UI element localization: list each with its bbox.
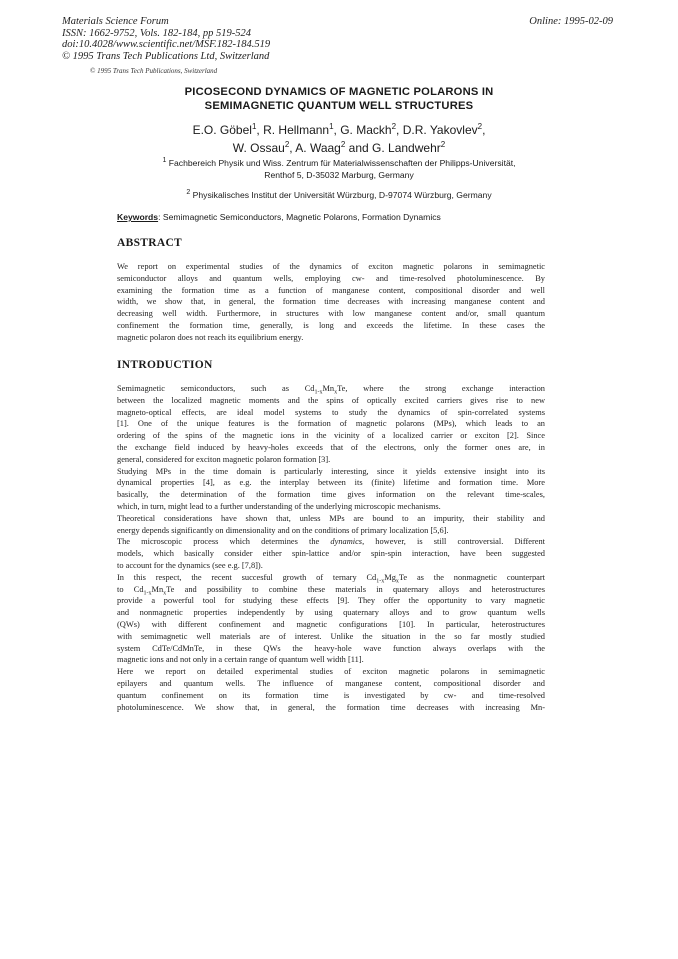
- author-list: [0, 121, 678, 157]
- author: W. Ossau: [232, 141, 285, 155]
- aff-mark: 2: [477, 122, 483, 131]
- intro-line: energy depends significantly on dimensionality and on the conditions of primary localization [5,6].: [117, 525, 449, 535]
- intro-line: to $Cd_{1-x}Mn_xTe$ and possibility to combine these materials in quaternary alloys and heterostructures: [117, 584, 545, 596]
- aff1-line-2: Renthof 5, D-35032 Marburg, Germany: [264, 169, 414, 180]
- aff-mark: 2: [284, 140, 290, 149]
- title-line-1: PICOSECOND DYNAMICS OF MAGNETIC POLARONS IN: [184, 86, 494, 98]
- keywords: [117, 212, 441, 222]
- author: G. Mackh: [340, 123, 392, 137]
- intro-line: In this respect, the recent succesful growth of ternary $Cd_{1-x}Mg_xTe$ as the nonmagnetic counterpart: [117, 572, 545, 584]
- abstract-line: magnetic polaron does not reach its equilibrium energy.: [117, 332, 304, 342]
- intro-line: (QWs) with different confinement and magnetic configurations [10]. In particular, heterostructures: [117, 619, 545, 629]
- author: R. Hellmann: [263, 123, 330, 137]
- aff-mark: 1: [251, 122, 257, 131]
- affiliation-1: [0, 158, 678, 181]
- keywords-label: Keywords: [117, 212, 159, 222]
- author: A. Waag: [295, 141, 341, 155]
- affiliation-2: [0, 190, 678, 202]
- aff1-line-1: Fachbereich Physik und Wiss. Zentrum für Materialwissenschaften der Philipps-Universität,: [168, 158, 516, 168]
- copyright-line: © 1995 Trans Tech Publications Ltd, Switzerland: [62, 50, 270, 62]
- intro-line: and nonmagnetic properties independently by using quaternary alloys and to grow quantum wells: [117, 608, 545, 618]
- introduction-heading: INTRODUCTION: [117, 359, 213, 371]
- aff-mark: 1: [329, 122, 334, 131]
- abstract-line: confinement the formation time, generally, is long and exceeds the lifetime. In these cases the: [117, 320, 545, 330]
- paper-title: [0, 86, 678, 113]
- author: D.R. Yakovlev: [402, 123, 478, 137]
- intro-line: magnetic ions and not only in a certain range of quantum well width [11].: [117, 655, 364, 665]
- aff-mark: 2: [186, 189, 191, 197]
- aff-mark: 1: [162, 157, 167, 165]
- journal-header: [62, 16, 422, 62]
- intro-line: to account for the dynamics (see e.g. [7,8]).: [117, 560, 263, 570]
- author-line-2: W. Ossau$^2$, A. Waag$^2$ and G. Landwehr$^2$: [232, 140, 446, 155]
- intro-line: epilayers and quantum wells. The influence of manganese content, compositional disorder and: [117, 678, 545, 688]
- intro-line: Semimagnetic semiconductors, such as $Cd_{1-x}Mn_xTe$, where the strong exchange interaction: [117, 384, 545, 395]
- intro-line: ordering of the spins of the magnetic ions in the vicinity of a localized carrier or exciton [2]. Since: [117, 431, 545, 441]
- intro-line: quantum confinement on its formation time is investigated by cw- and time-resolved: [117, 690, 545, 700]
- intro-line: which, in turn, might lead to a further understanding of the underlying microscopic mechanisms.: [117, 501, 441, 511]
- journal-name: Materials Science Forum: [62, 16, 169, 27]
- intro-line: magneto-optical effects, are ideal model systems to study the dynamics of spin-correlated systems: [117, 407, 545, 417]
- intro-line: between the localized magnetic moments and the spins of optically excited carriers gives rise to new: [117, 395, 545, 405]
- introduction-body: [117, 383, 545, 713]
- title-line-2: SEMIMAGNETIC QUANTUM WELL STRUCTURES: [204, 99, 474, 112]
- abstract-line: width, we show that, in general, the formation time decreases with increasing manganese content and: [117, 297, 545, 307]
- intro-line: dynamical properties [4], as e.g. the interplay between its (finite) lifetime and formation time. More: [117, 478, 545, 488]
- intro-line: system CdTe/CdMnTe, in these QWs the heavy-hole wave function always overlaps with the: [117, 643, 545, 653]
- intro-line: Theoretical considerations have shown that, unless MPs are bound to an impurity, their stability and: [117, 513, 545, 523]
- intro-line: provide a powerful tool for studying these effects [9]. They offer the opportunity to vary magnetic: [117, 596, 545, 606]
- aff2-text: Physikalisches Institut der Universität Würzburg, D-97074 Würzburg, Germany: [192, 190, 492, 200]
- intro-line: The microscopic process which determines the dynamics, however, is still controversial. Different: [117, 537, 545, 547]
- intro-line: Studying MPs in the time domain is particularly interesting, since it yields extensive insight into its: [117, 466, 545, 476]
- intro-line: basically, the determination of the formation time gives information on the relevant time-scales,: [117, 490, 545, 500]
- online-date: Online: 1995-02-09: [529, 16, 613, 27]
- and-word: and: [348, 141, 369, 155]
- intro-line: photoluminescence. We show that, in general, the formation time decreases with increasing Mn-: [117, 702, 545, 712]
- keywords-text: : Semimagnetic Semiconductors, Magnetic Polarons, Formation Dynamics: [158, 212, 441, 222]
- abstract-heading: ABSTRACT: [117, 237, 183, 249]
- intro-line: the exchange field induced by heavy-holes exceeds that of the electrons, only the former ones are, in: [117, 442, 545, 452]
- author-line-1: E.O. Göbel$^1$, R. Hellmann$^1$, G. Mackh$^2$, D.R. Yakovlev$^2$,: [192, 122, 486, 137]
- small-copyright: © 1995 Trans Tech Publications, Switzerland: [90, 67, 218, 75]
- aff-mark: 2: [391, 122, 397, 131]
- abstract-body: [117, 261, 545, 344]
- abstract-line: We report on experimental studies of the dynamics of exciton magnetic polarons in semimagnetic: [117, 262, 545, 271]
- aff-mark: 2: [340, 140, 346, 149]
- abstract-line: decreasing well width. Furthermore, in structures with low manganese content and/or, small quantum: [117, 309, 545, 319]
- abstract-line: semiconductor alloys and quantum wells, employing cw- and time-resolved photoluminescence. By: [117, 273, 545, 283]
- aff-mark: 2: [440, 140, 446, 149]
- intro-line: general, considered for exciton magnetic polaron formation [3].: [117, 454, 331, 464]
- author: E.O. Göbel: [192, 123, 252, 137]
- intro-line: Here we report on detailed experimental studies of exciton magnetic polarons in semimagnetic: [117, 667, 545, 677]
- issn-line: ISSN: 1662-9752, Vols. 182-184, pp 519-524: [62, 27, 251, 39]
- intro-line: with semimagnetic well materials are of interest. Unlike the situation in the so far mostly studied: [117, 631, 545, 641]
- intro-line: models, which basically consider either spin-lattice and/or spin-spin interaction, have been suggested: [117, 549, 545, 559]
- doi-line: doi:10.4028/www.scientific.net/MSF.182-184.519: [62, 39, 271, 50]
- abstract-line: examining the formation time as a function of manganese content, compositional disorder and well: [117, 285, 545, 295]
- author: G. Landwehr: [372, 141, 441, 155]
- intro-line: [1]. One of the unique features is the formation of magnetic polarons (MPs), which leads to an: [117, 419, 545, 429]
